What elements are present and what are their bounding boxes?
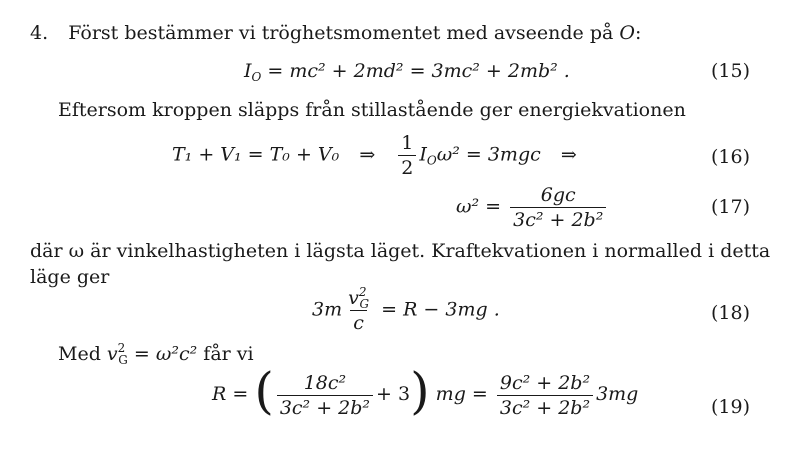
eq18-frac-num xyxy=(345,287,372,310)
eq18-v-sup: 2 xyxy=(358,285,367,299)
equation-number-18: (18) xyxy=(710,302,750,324)
eq19-frac2-num: 9c² + 2b² xyxy=(499,371,591,394)
eq18-frac-den: c xyxy=(350,310,367,334)
eq18-rhs: = R − 3mg . xyxy=(381,298,500,321)
intro-colon: : xyxy=(634,22,642,44)
equation-number-17: (17) xyxy=(710,196,750,218)
eq16-part2: I xyxy=(419,143,427,166)
intro-line xyxy=(30,22,641,44)
eq15-lhs: I xyxy=(244,60,252,82)
eq16-frac-num: 1 xyxy=(401,132,414,154)
eq19-left-paren: ( xyxy=(254,362,274,420)
equation-15 xyxy=(244,60,570,82)
intro-point: O xyxy=(619,22,635,44)
eq18-v-sub: G xyxy=(359,297,370,311)
eq19-fraction-1 xyxy=(277,372,373,419)
paragraph-angular-velocity-line2: läge ger xyxy=(30,266,110,288)
equation-17 xyxy=(456,184,609,231)
eq16-part3: ω² = 3mgc xyxy=(436,143,541,166)
para4-pre: Med xyxy=(58,343,107,365)
eq16-part2-sub: O xyxy=(426,153,437,168)
eq17-lhs: ω² = xyxy=(456,195,502,218)
eq16-implies-1: ⇒ xyxy=(359,143,376,166)
para4-post: får vi xyxy=(197,343,254,365)
eq17-fraction xyxy=(510,184,606,231)
eq19-right-paren: ) xyxy=(410,362,430,420)
equation-number-15: (15) xyxy=(710,60,750,82)
eq19-lhs: R = xyxy=(212,383,249,405)
eq17-frac-num: 6gc xyxy=(540,184,576,206)
equation-number-19: (19) xyxy=(710,396,750,418)
paragraph-angular-velocity-line1: där ω är vinkelhastigheten i lägsta läget. Kraftekvationen i normalled i detta xyxy=(30,240,771,262)
eq19-plus3: + 3 xyxy=(376,383,411,405)
paragraph-substitution xyxy=(58,343,254,365)
eq16-implies-2: ⇒ xyxy=(560,143,577,166)
para4-math: = ω²c² xyxy=(127,343,198,365)
eq19-frac1-num: 18c² xyxy=(303,371,347,394)
para4-v-sup: 2 xyxy=(117,341,126,355)
eq15-lhs-sub: O xyxy=(251,70,262,84)
paragraph-energy: Eftersom kroppen släpps från stillastående ger energiekvationen xyxy=(58,99,686,121)
eq15-rhs: = mc² + 2md² = 3mc² + 2mb² . xyxy=(267,60,570,82)
eq17-frac-den: 3c² + 2b² xyxy=(510,207,606,231)
eq16-part1: T₁ + V₁ = T₀ + V₀ xyxy=(172,143,340,166)
eq16-frac-den: 2 xyxy=(398,155,416,179)
eq18-prefix: 3m xyxy=(312,298,343,321)
eq18-fraction xyxy=(345,287,372,334)
equation-19 xyxy=(212,362,639,420)
para4-v: v xyxy=(106,343,118,365)
eq18-v: v xyxy=(348,287,359,309)
eq19-mid: mg = xyxy=(435,383,488,405)
equation-number-16: (16) xyxy=(710,146,750,168)
eq19-frac1-den: 3c² + 2b² xyxy=(277,395,373,419)
eq19-tail: 3mg xyxy=(596,383,639,405)
equation-18 xyxy=(312,287,500,334)
eq19-frac2-den: 3c² + 2b² xyxy=(497,395,593,419)
eq19-fraction-2 xyxy=(497,372,593,419)
item-number: 4. xyxy=(30,22,49,44)
eq16-fraction xyxy=(398,132,416,179)
intro-text: Först bestämmer vi tröghetsmomentet med avseende på xyxy=(68,22,620,44)
para4-v-sub: G xyxy=(118,353,128,367)
equation-16 xyxy=(172,132,591,179)
